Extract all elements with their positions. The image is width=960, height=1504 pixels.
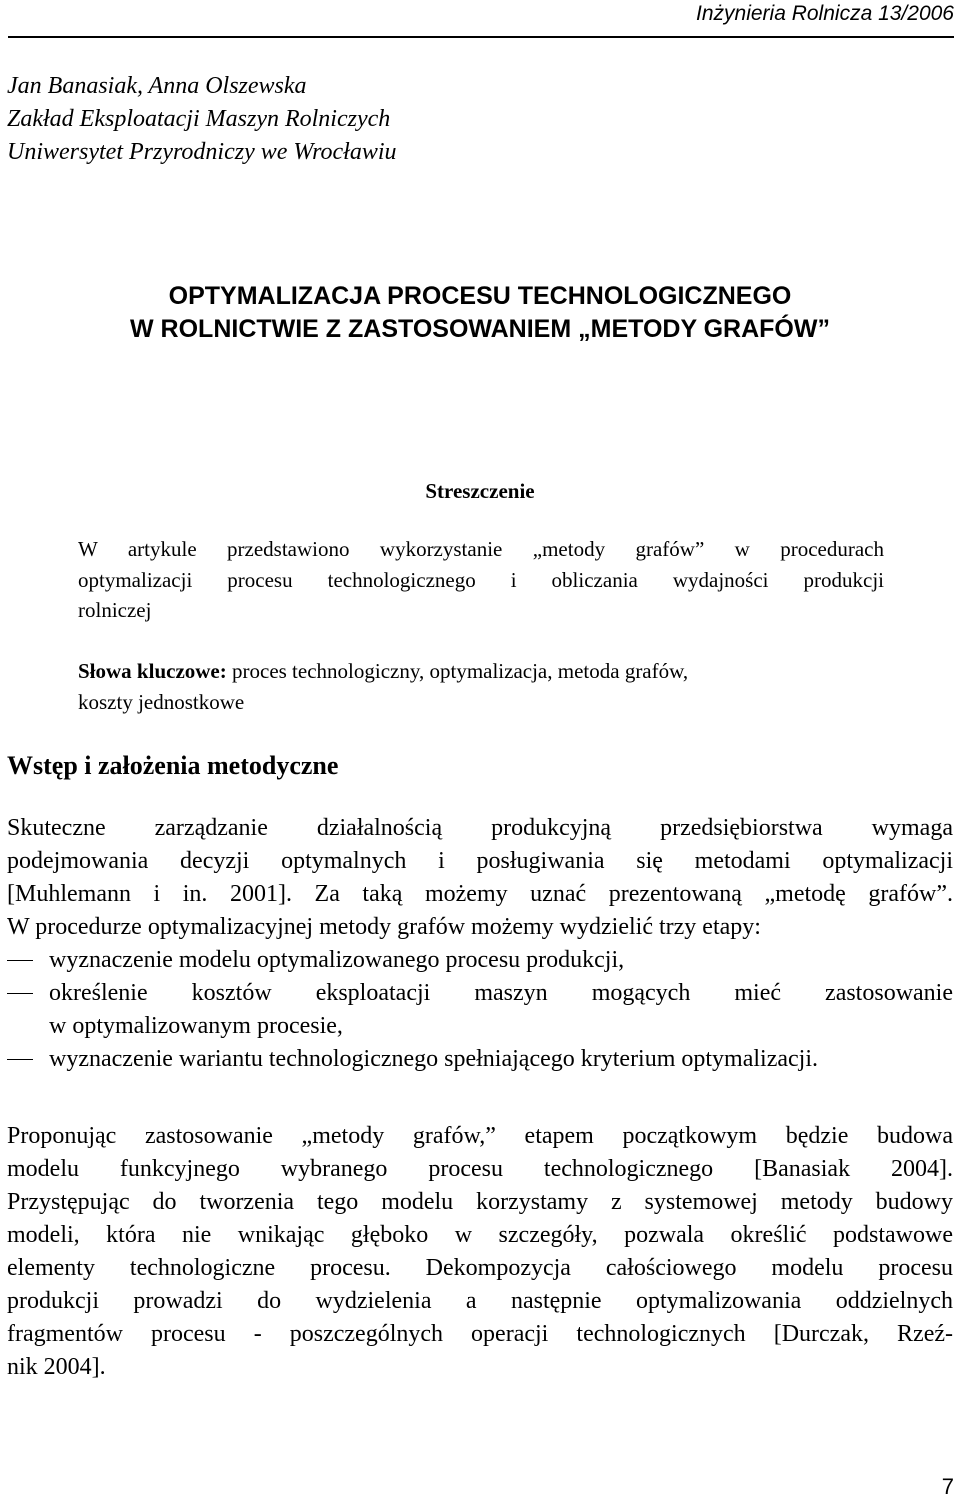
list-item [7,944,953,977]
paragraph-line: Proponując zastosowanie „metody grafów,” etapem początkowym będzie budowa [7,1123,953,1149]
keywords-block [78,656,884,717]
list-item-text: wyznaczenie modelu optymalizowanego procesu produkcji, [49,947,625,973]
paragraph-line: modelu funkcyjnego wybranego procesu technologicznego [Banasiak 2004]. [7,1156,953,1182]
paragraph-line: podejmowania decyzji optymalnych i posługiwania się metodami optymalizacji [7,848,953,874]
paragraph-line: elementy technologiczne procesu. Dekompozycja całościowego modelu procesu [7,1255,953,1281]
dash-bullet-icon [7,960,33,961]
paragraph-line: Skuteczne zarządzanie działalnością produkcyjną przedsiębiorstwa wymaga [7,815,953,841]
title-line: OPTYMALIZACJA PROCESU TECHNOLOGICZNEGO [168,282,792,310]
title-line: W ROLNICTWIE Z ZASTOSOWANIEM „METODY GRAFÓW” [130,315,830,343]
author-names: Jan Banasiak, Anna Olszewska [7,73,307,99]
page-number: 7 [941,1474,954,1499]
body-paragraph [7,1120,953,1384]
list-item [7,977,953,1043]
paragraph-line: modeli, która nie wnikając głęboko w szczegóły, pozwala określić podstawowe [7,1222,953,1248]
paragraph-line: [Muhlemann i in. 2001]. Za taką możemy uznać prezentowaną „metodę grafów”. [7,881,953,907]
list-item-text: określenie kosztów eksploatacji maszyn mogących mieć zastosowanie [49,980,953,1006]
running-head: Inżynieria Rolnicza 13/2006 [696,2,954,25]
paragraph-line: nik 2004]. [7,1354,106,1380]
abstract-heading: Streszczenie [425,479,535,503]
author-department: Zakład Eksploatacji Maszyn Rolniczych [7,106,391,132]
paragraph-line: W procedurze optymalizacyjnej metody grafów możemy wydzielić trzy etapy: [7,914,761,940]
paragraph-line: produkcji prowadzi do wydzielenia a następnie optymalizowania oddzielnych [7,1288,953,1314]
dash-bullet-icon [7,1059,33,1060]
list-item [7,1043,953,1076]
keywords-list: proces technologiczny, optymalizacja, metoda grafów, [232,659,689,683]
section-heading: Wstęp i założenia metodyczne [7,751,339,780]
abstract-line: W artykule przedstawiono wykorzystanie „metody grafów” w procedurach [78,537,884,561]
header-rule [8,36,954,38]
list-item-text: w optymalizowanym procesie, [49,1013,343,1039]
author-university: Uniwersytet Przyrodniczy we Wrocławiu [7,139,397,165]
abstract-line: optymalizacji procesu technologicznego i obliczania wydajności produkcji [78,567,884,592]
paragraph-line: Przystępując do tworzenia tego modelu korzystamy z systemowej metody budowy [7,1189,953,1215]
abstract-line: rolniczej [78,598,152,622]
paper-title [0,280,960,346]
paragraph-line: fragmentów procesu - poszczególnych operacji technologicznych [Durczak, Rzeź- [7,1321,953,1347]
list-item-text: wyznaczenie wariantu technologicznego spełniającego kryterium optymalizacji. [49,1046,819,1072]
body-paragraph [7,812,953,1076]
abstract-text [78,534,884,626]
author-block [7,70,397,169]
keywords-line [78,656,884,687]
dash-bullet-icon [7,993,33,994]
keywords-label: Słowa kluczowe: [78,659,227,683]
keywords-line: koszty jednostkowe [78,689,245,714]
